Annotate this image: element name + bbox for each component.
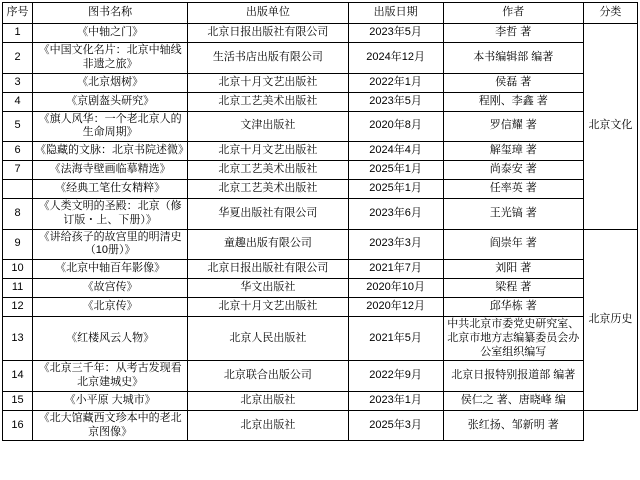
table-row [3,391,638,410]
table-row [3,92,638,111]
cell-author: 张红扬、邹新明 著 [443,410,583,441]
cell-date: 2023年3月 [348,229,443,260]
table-row [3,142,638,161]
cell-category: 北京历史 [583,229,637,410]
cell-publisher: 生活书店出版有限公司 [188,43,348,74]
cell-publisher: 北京日报出版社有限公司 [188,24,348,43]
cell-title: 《隐藏的文脉：北京书院述微》 [33,142,188,161]
header-date: 出版日期 [348,3,443,24]
cell-author: 侯磊 著 [443,73,583,92]
cell-index: 2 [3,43,33,74]
cell-index: 11 [3,279,33,298]
table-row [3,161,638,180]
table-row [3,43,638,74]
cell-date: 2024年4月 [348,142,443,161]
cell-publisher: 北京工艺美术出版社 [188,92,348,111]
table-row [3,24,638,43]
cell-author: 本书编辑部 编著 [443,43,583,74]
cell-date: 2022年1月 [348,73,443,92]
table-row [3,180,638,199]
header-publisher: 出版单位 [188,3,348,24]
table-header-row [3,3,638,24]
cell-index: 1 [3,24,33,43]
cell-index: 7 [3,161,33,180]
cell-author: 程刚、李鑫 著 [443,92,583,111]
cell-publisher: 北京十月文艺出版社 [188,73,348,92]
cell-title: 《红楼风云人物》 [33,317,188,361]
cell-publisher: 北京十月文艺出版社 [188,298,348,317]
cell-date: 2022年9月 [348,361,443,392]
cell-index: 13 [3,317,33,361]
table-row [3,229,638,260]
cell-publisher: 华夏出版社有限公司 [188,199,348,230]
cell-title: 《京剧盔头研究》 [33,92,188,111]
table-row [3,199,638,230]
cell-date: 2020年8月 [348,111,443,142]
cell-author: 刘阳 著 [443,260,583,279]
cell-author: 王光镐 著 [443,199,583,230]
header-category: 分类 [583,3,637,24]
cell-author: 侯仁之 著、唐晓峰 编 [443,391,583,410]
cell-index: 12 [3,298,33,317]
cell-title: 《北京传》 [33,298,188,317]
cell-title: 《北大馆藏西文珍本中的老北京图像》 [33,410,188,441]
cell-title: 《人类文明的圣殿：北京（修订版・上、下册）》 [33,199,188,230]
cell-title: 《北京中轴百年影像》 [33,260,188,279]
cell-title: 《法海寺壁画临摹精选》 [33,161,188,180]
cell-publisher: 北京十月文艺出版社 [188,142,348,161]
cell-index: 5 [3,111,33,142]
cell-index: 10 [3,260,33,279]
cell-author: 罗信耀 著 [443,111,583,142]
cell-publisher: 华文出版社 [188,279,348,298]
cell-date: 2025年1月 [348,161,443,180]
cell-date: 2023年5月 [348,24,443,43]
cell-date: 2021年5月 [348,317,443,361]
cell-title: 《中轴之门》 [33,24,188,43]
cell-index: 15 [3,391,33,410]
header-index: 序号 [3,3,33,24]
cell-author: 尚泰安 著 [443,161,583,180]
cell-title: 《北京三千年：从考古发现看北京建城史》 [33,361,188,392]
cell-title: 《讲给孩子的故宫里的明清史（10册）》 [33,229,188,260]
cell-title: 《小平原 大城市》 [33,391,188,410]
table-row [3,73,638,92]
cell-index: 9 [3,229,33,260]
cell-author: 李哲 著 [443,24,583,43]
header-title: 图书名称 [33,3,188,24]
cell-publisher: 北京人民出版社 [188,317,348,361]
cell-author: 阎崇年 著 [443,229,583,260]
cell-publisher: 童趣出版有限公司 [188,229,348,260]
table-row [3,298,638,317]
cell-title: 《北京烟树》 [33,73,188,92]
cell-author: 中共北京市委党史研究室、北京市地方志编纂委员会办公室组织编写 [443,317,583,361]
cell-date: 2024年12月 [348,43,443,74]
table-row [3,260,638,279]
cell-date: 2023年6月 [348,199,443,230]
table-row [3,279,638,298]
cell-date: 2020年12月 [348,298,443,317]
header-author: 作者 [443,3,583,24]
cell-index: 14 [3,361,33,392]
cell-title: 《旗人风华：一个老北京人的生命周期》 [33,111,188,142]
cell-date: 2020年10月 [348,279,443,298]
table-header [3,3,638,24]
cell-author: 解玺璋 著 [443,142,583,161]
cell-date: 2025年1月 [348,180,443,199]
cell-author: 任率英 著 [443,180,583,199]
cell-index: 3 [3,73,33,92]
cell-index [3,180,33,199]
cell-publisher: 北京联合出版公司 [188,361,348,392]
cell-author: 北京日报特别报道部 编著 [443,361,583,392]
cell-title: 《中国文化名片：北京中轴线非遗之旅》 [33,43,188,74]
table-row [3,361,638,392]
cell-date: 2025年3月 [348,410,443,441]
cell-title: 《经典工笔仕女精粹》 [33,180,188,199]
cell-date: 2023年5月 [348,92,443,111]
cell-author: 邱华栋 著 [443,298,583,317]
book-list-table [2,2,638,441]
cell-publisher: 北京出版社 [188,391,348,410]
cell-date: 2023年1月 [348,391,443,410]
table-row [3,111,638,142]
cell-index: 4 [3,92,33,111]
cell-publisher: 北京日报出版社有限公司 [188,260,348,279]
table-body [3,24,638,441]
cell-publisher: 北京出版社 [188,410,348,441]
cell-index: 8 [3,199,33,230]
cell-publisher: 文津出版社 [188,111,348,142]
cell-index: 6 [3,142,33,161]
cell-index: 16 [3,410,33,441]
table-row [3,317,638,361]
table-row [3,410,638,441]
cell-publisher: 北京工艺美术出版社 [188,161,348,180]
cell-category: 北京文化 [583,24,637,230]
cell-date: 2021年7月 [348,260,443,279]
cell-author: 梁程 著 [443,279,583,298]
cell-title: 《故宫传》 [33,279,188,298]
cell-publisher: 北京工艺美术出版社 [188,180,348,199]
